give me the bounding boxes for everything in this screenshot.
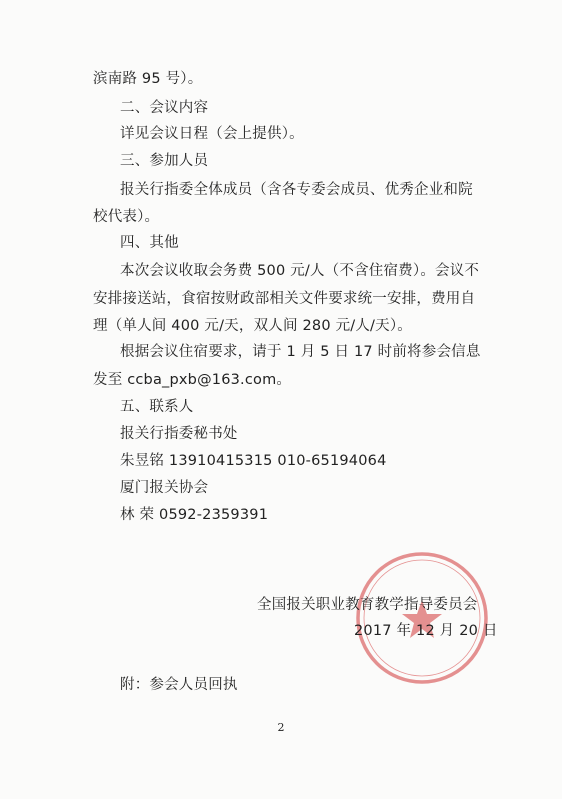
contact-line: 林 荣 0592-2359391 (120, 507, 269, 523)
section-heading-participants: 三、参加人员 (120, 153, 209, 169)
text-line: 理（单人间 400 元/天，双人间 280 元/人/天）。 (93, 318, 412, 334)
text-line: 报关行指委全体成员（含各专委会成员、优秀企业和院 (120, 182, 473, 198)
text-line: 厦门报关协会 (120, 480, 209, 496)
section-heading-other: 四、其他 (120, 235, 179, 251)
signature-organization: 全国报关职业教育教学指导委员会 (257, 597, 478, 613)
text-line: 安排接送站，食宿按财政部相关文件要求统一安排，费用自 (93, 291, 476, 307)
text-line: 本次会议收取会务费 500 元/人（不含住宿费）。会议不 (120, 263, 480, 279)
text-line: 根据会议住宿要求，请于 1 月 5 日 17 时前将参会信息 (120, 344, 481, 360)
text-line: 校代表）。 (93, 209, 160, 225)
official-seal (352, 548, 492, 688)
page-number: 2 (277, 721, 285, 734)
attachment-note: 附：参会人员回执 (120, 677, 238, 693)
text-line: 详见会议日程（会上提供）。 (120, 126, 304, 142)
signature-date: 2017 年 12 月 20 日 (354, 623, 498, 639)
section-heading-content: 二、会议内容 (120, 100, 209, 116)
text-line-email: 发至 ccba_pxb@163.com。 (93, 372, 292, 388)
text-line: 报关行指委秘书处 (120, 426, 238, 442)
contact-line: 朱昱铭 13910415315 010-65194064 (120, 453, 387, 469)
section-heading-contacts: 五、联系人 (120, 399, 194, 415)
text-line: 滨南路 95 号）。 (93, 71, 203, 87)
